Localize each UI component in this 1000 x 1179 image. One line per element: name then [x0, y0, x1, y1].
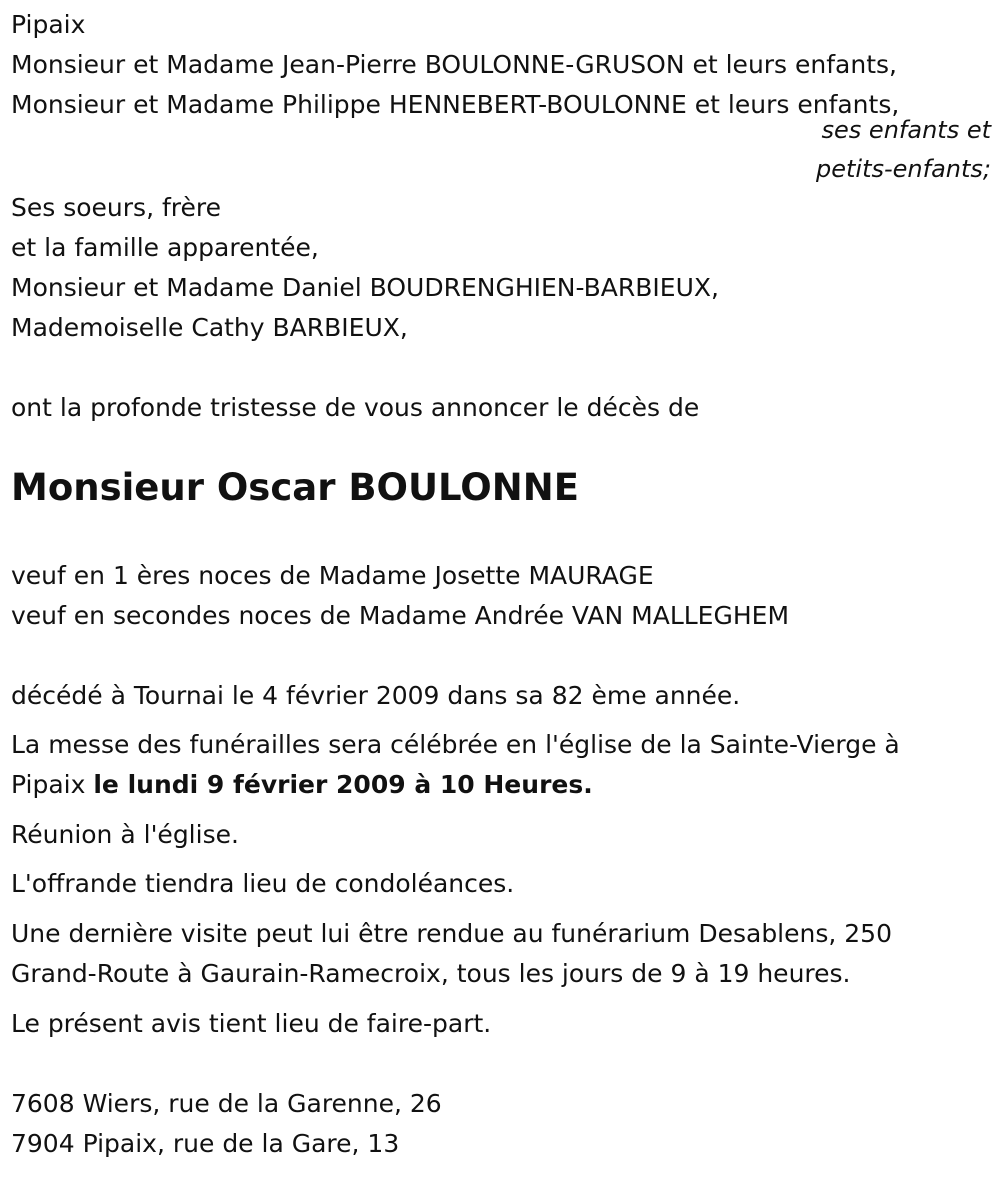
relatives-line: Monsieur et Madame Daniel BOUDRENGHIEN-BARBIEUX, — [11, 273, 719, 302]
widower-line: veuf en 1 ères noces de Madame Josette MAURAGE — [11, 561, 654, 590]
notice: Le présent avis tient lieu de faire-part. — [11, 1009, 492, 1038]
offering-info: L'offrande tiendra lieu de condoléances. — [11, 869, 515, 898]
family-right-line: petits-enfants; — [816, 155, 991, 183]
announcement: ont la profonde tristesse de vous annoncer le décès de — [11, 393, 700, 422]
mass-line-2 — [11, 770, 593, 800]
visit-line: Grand-Route à Gaurain-Ramecroix, tous les jours de 9 à 19 heures. — [11, 959, 851, 988]
mass-line-1: La messe des funérailles sera célébrée en l'église de la Sainte-Vierge à — [11, 730, 900, 759]
widower-line: veuf en secondes noces de Madame Andrée VAN MALLEGHEM — [11, 601, 790, 630]
family-line: Monsieur et Madame Philippe HENNEBERT-BOULONNE et leurs enfants, — [11, 90, 900, 119]
meeting-info: Réunion à l'église. — [11, 820, 239, 849]
family-right-line: ses enfants et — [821, 116, 991, 144]
mass-place: Pipaix — [11, 770, 94, 799]
address-line: 7904 Pipaix, rue de la Gare, 13 — [11, 1129, 400, 1158]
family-line: Monsieur et Madame Jean-Pierre BOULONNE-GRUSON et leurs enfants, — [11, 50, 897, 79]
death-info: décédé à Tournai le 4 février 2009 dans sa 82 ème année. — [11, 681, 741, 710]
mass-date: le lundi 9 février 2009 à 10 Heures. — [93, 770, 593, 799]
address-line: 7608 Wiers, rue de la Garenne, 26 — [11, 1089, 442, 1118]
relatives-line: et la famille apparentée, — [11, 233, 319, 262]
town: Pipaix — [11, 10, 86, 39]
relatives-line: Ses soeurs, frère — [11, 193, 221, 222]
relatives-line: Mademoiselle Cathy BARBIEUX, — [11, 313, 408, 342]
visit-line: Une dernière visite peut lui être rendue au funérarium Desablens, 250 — [11, 919, 892, 948]
deceased-name: Monsieur Oscar BOULONNE — [11, 466, 579, 509]
